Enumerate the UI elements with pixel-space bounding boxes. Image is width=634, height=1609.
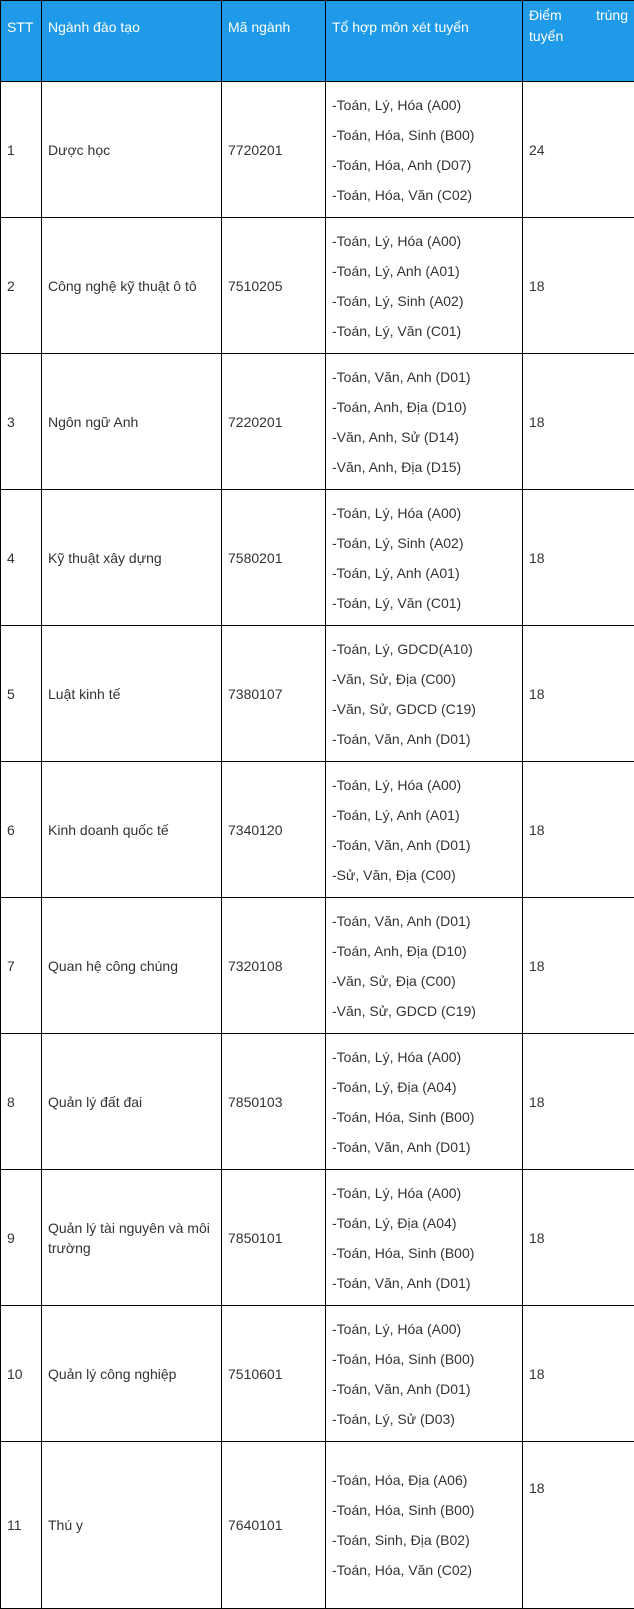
combo-item: -Toán, Lý, Anh (A01) <box>332 800 516 830</box>
cell-major: Công nghệ kỹ thuật ô tô <box>42 218 222 354</box>
header-combos: Tổ hợp môn xét tuyển <box>326 1 523 82</box>
cell-code: 7340120 <box>222 762 326 898</box>
cell-score: 18 <box>523 490 634 626</box>
cell-stt: 7 <box>1 898 42 1034</box>
cell-score: 18 <box>523 1034 634 1170</box>
cell-score: 18 <box>523 762 634 898</box>
combo-item: -Toán, Lý, Sử (D03) <box>332 1404 516 1434</box>
cell-code: 7220201 <box>222 354 326 490</box>
cell-code: 7380107 <box>222 626 326 762</box>
combo-item: -Văn, Sử, Địa (C00) <box>332 664 516 694</box>
combo-item: -Toán, Lý, Hóa (A00) <box>332 1178 516 1208</box>
table-row <box>1 218 634 354</box>
cell-combos <box>326 1034 523 1170</box>
cell-code: 7720201 <box>222 82 326 218</box>
cell-major: Dược học <box>42 82 222 218</box>
combo-item: -Toán, Văn, Anh (D01) <box>332 362 516 392</box>
combo-item: -Toán, Lý, Hóa (A00) <box>332 226 516 256</box>
combo-item: -Văn, Anh, Địa (D15) <box>332 452 516 482</box>
cell-major: Quản lý đất đai <box>42 1034 222 1170</box>
combo-item: -Toán, Lý, Sinh (A02) <box>332 286 516 316</box>
cell-score: 18 <box>523 898 634 1034</box>
cell-code: 7510601 <box>222 1306 326 1442</box>
combo-item: -Văn, Sử, Địa (C00) <box>332 966 516 996</box>
table-row <box>1 1170 634 1306</box>
combo-item: -Toán, Văn, Anh (D01) <box>332 830 516 860</box>
combo-item: -Toán, Lý, Anh (A01) <box>332 256 516 286</box>
combo-item: -Văn, Anh, Sử (D14) <box>332 422 516 452</box>
table-row <box>1 762 634 898</box>
cell-major: Quản lý công nghiệp <box>42 1306 222 1442</box>
combo-item: -Toán, Hóa, Sinh (B00) <box>332 1344 516 1374</box>
cell-major: Quản lý tài nguyên và môi trường <box>42 1170 222 1306</box>
cell-score: 18 <box>523 626 634 762</box>
combo-item: -Toán, Lý, Hóa (A00) <box>332 498 516 528</box>
table-row <box>1 490 634 626</box>
combo-item: -Văn, Sử, GDCD (C19) <box>332 996 516 1026</box>
cell-stt: 8 <box>1 1034 42 1170</box>
table-row <box>1 82 634 218</box>
cell-stt: 10 <box>1 1306 42 1442</box>
combo-item: -Toán, Hóa, Sinh (B00) <box>332 120 516 150</box>
table-row <box>1 1034 634 1170</box>
cell-combos <box>326 1306 523 1442</box>
combo-item: -Toán, Văn, Anh (D01) <box>332 906 516 936</box>
cell-stt: 5 <box>1 626 42 762</box>
combo-item: -Toán, Sinh, Địa (B02) <box>332 1525 516 1555</box>
cell-score: 18 <box>523 1306 634 1442</box>
combo-item: -Toán, Hóa, Văn (C02) <box>332 1555 516 1585</box>
cell-major: Luật kinh tế <box>42 626 222 762</box>
header-score: Điểm trúng tuyển <box>523 1 634 82</box>
table-header <box>1 1 634 82</box>
cell-code: 7580201 <box>222 490 326 626</box>
cell-stt: 11 <box>1 1442 42 1609</box>
cell-major: Thú y <box>42 1442 222 1609</box>
cell-major: Kỹ thuật xây dựng <box>42 490 222 626</box>
combo-item: -Toán, Anh, Địa (D10) <box>332 392 516 422</box>
cell-combos <box>326 490 523 626</box>
combo-item: -Toán, Anh, Địa (D10) <box>332 936 516 966</box>
combo-item: -Toán, Lý, Hóa (A00) <box>332 90 516 120</box>
cell-combos <box>326 218 523 354</box>
combo-item: -Toán, Lý, Anh (A01) <box>332 558 516 588</box>
combo-item: -Toán, Lý, Văn (C01) <box>332 588 516 618</box>
cell-score: 24 <box>523 82 634 218</box>
combo-item: -Văn, Sử, GDCD (C19) <box>332 694 516 724</box>
table-body <box>1 82 634 1609</box>
cell-score: 18 <box>523 354 634 490</box>
cell-major: Quan hệ công chúng <box>42 898 222 1034</box>
combo-item: -Toán, Lý, Hóa (A00) <box>332 1042 516 1072</box>
cell-combos <box>326 626 523 762</box>
combo-item: -Toán, Lý, Địa (A04) <box>332 1072 516 1102</box>
header-stt: STT <box>1 1 42 82</box>
cell-code: 7320108 <box>222 898 326 1034</box>
table-row <box>1 626 634 762</box>
table-row <box>1 354 634 490</box>
cell-stt: 1 <box>1 82 42 218</box>
combo-item: -Toán, Lý, Sinh (A02) <box>332 528 516 558</box>
cell-combos <box>326 1442 523 1609</box>
cell-code: 7640101 <box>222 1442 326 1609</box>
combo-item: -Toán, Văn, Anh (D01) <box>332 1132 516 1162</box>
combo-item: -Toán, Hóa, Sinh (B00) <box>332 1495 516 1525</box>
combo-item: -Toán, Văn, Anh (D01) <box>332 1268 516 1298</box>
combo-item: -Toán, Văn, Anh (D01) <box>332 724 516 754</box>
cell-code: 7510205 <box>222 218 326 354</box>
cell-score: 18 <box>523 218 634 354</box>
table-row <box>1 1442 634 1609</box>
cell-score: 18 <box>523 1442 634 1609</box>
combo-item: -Sử, Văn, Địa (C00) <box>332 860 516 890</box>
combo-item: -Toán, Lý, Hóa (A00) <box>332 1314 516 1344</box>
table-row <box>1 1306 634 1442</box>
combo-item: -Toán, Lý, Địa (A04) <box>332 1208 516 1238</box>
cell-major: Ngôn ngữ Anh <box>42 354 222 490</box>
cell-score: 18 <box>523 1170 634 1306</box>
cell-combos <box>326 82 523 218</box>
cell-combos <box>326 354 523 490</box>
combo-item: -Toán, Văn, Anh (D01) <box>332 1374 516 1404</box>
combo-item: -Toán, Lý, GDCD(A10) <box>332 634 516 664</box>
cell-combos <box>326 898 523 1034</box>
header-row <box>1 1 634 82</box>
cell-stt: 6 <box>1 762 42 898</box>
cell-stt: 4 <box>1 490 42 626</box>
header-code: Mã ngành <box>222 1 326 82</box>
cell-combos <box>326 1170 523 1306</box>
combo-item: -Toán, Hóa, Văn (C02) <box>332 180 516 210</box>
header-major: Ngành đào tạo <box>42 1 222 82</box>
cell-code: 7850103 <box>222 1034 326 1170</box>
cell-code: 7850101 <box>222 1170 326 1306</box>
cell-stt: 3 <box>1 354 42 490</box>
cell-major: Kinh doanh quốc tế <box>42 762 222 898</box>
combo-item: -Toán, Lý, Hóa (A00) <box>332 770 516 800</box>
combo-item: -Toán, Lý, Văn (C01) <box>332 316 516 346</box>
combo-item: -Toán, Hóa, Sinh (B00) <box>332 1238 516 1268</box>
combo-item: -Toán, Hóa, Sinh (B00) <box>332 1102 516 1132</box>
cell-combos <box>326 762 523 898</box>
table-row <box>1 898 634 1034</box>
combo-item: -Toán, Hóa, Địa (A06) <box>332 1465 516 1495</box>
cell-stt: 2 <box>1 218 42 354</box>
cell-stt: 9 <box>1 1170 42 1306</box>
combo-item: -Toán, Hóa, Anh (D07) <box>332 150 516 180</box>
